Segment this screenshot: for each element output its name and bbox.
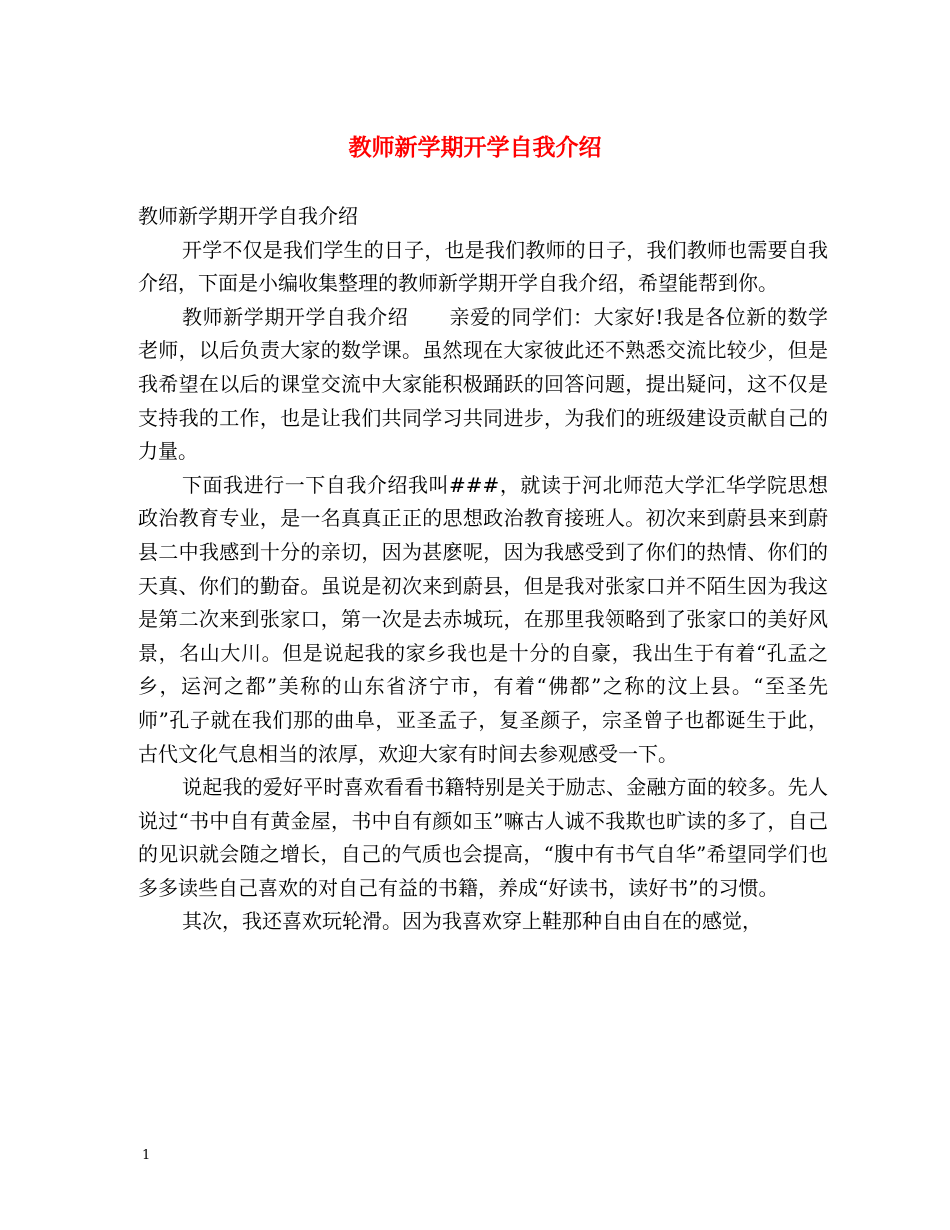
document-body bbox=[138, 200, 828, 939]
paragraph-hobby-reading: 说起我的爱好平时喜欢看看书籍特别是关于励志、金融方面的较多。先人说过“书中自有黄金屋，书中自有颜如玉”嘛古人诚不我欺也旷读的多了，自己的见识就会随之增长，自己的气质也会提高，“腹中有书气自华”希望同学们也多多读些自己喜欢的对自己有益的书籍，养成“好读书，读好书”的习惯。 bbox=[138, 775, 828, 900]
document-title: 教师新学期开学自我介绍 bbox=[348, 134, 602, 161]
paragraph-hobby-skating: 其次，我还喜欢玩轮滑。因为我喜欢穿上鞋那种自由自在的感觉， bbox=[182, 909, 762, 934]
paragraph-self-introduction: 下面我进行一下自我介绍我叫###，就读于河北师范大学汇华学院思想政治教育专业，是一名真真正正的思想政治教育接班人。初次来到蔚县来到蔚县二中我感到十分的亲切，因为甚麽呢，因为我感受到了你们的热情、你们的天真、你们的勤奋。虽说是初次来到蔚县，但是我对张家口并不陌生因为我这是第二次来到张家口，第一次是去赤城玩，在那里我领略到了张家口的美好风景，名山大川。但是说起我的家乡我也是十分的自豪，我出生于有着“孔孟之乡，运河之都”美称的山东省济宁市，有着“佛都”之称的汶上县。“至圣先师”孔子就在我们那的曲阜，亚圣孟子，复圣颜子，宗圣曾子也都诞生于此，古代文化气息相当的浓厚，欢迎大家有时间去参观感受一下。 bbox=[138, 472, 828, 766]
page-number: 1 bbox=[142, 1148, 151, 1163]
section-heading: 教师新学期开学自我介绍 bbox=[138, 204, 358, 228]
paragraph-intro: 开学不仅是我们学生的日子，也是我们教师的日子，我们教师也需要自我介绍，下面是小编收集整理的教师新学期开学自我介绍，希望能帮到你。 bbox=[138, 237, 828, 296]
paragraph-greeting: 教师新学期开学自我介绍 亲爱的同学们：大家好!我是各位新的数学老师，以后负责大家的数学课。虽然现在大家彼此还不熟悉交流比较少，但是我希望在以后的课堂交流中大家能积极踊跃的回答问题，提出疑问，这不仅是支持我的工作，也是让我们共同学习共同进步，为我们的班级建设贡献自己的力量。 bbox=[138, 304, 828, 464]
